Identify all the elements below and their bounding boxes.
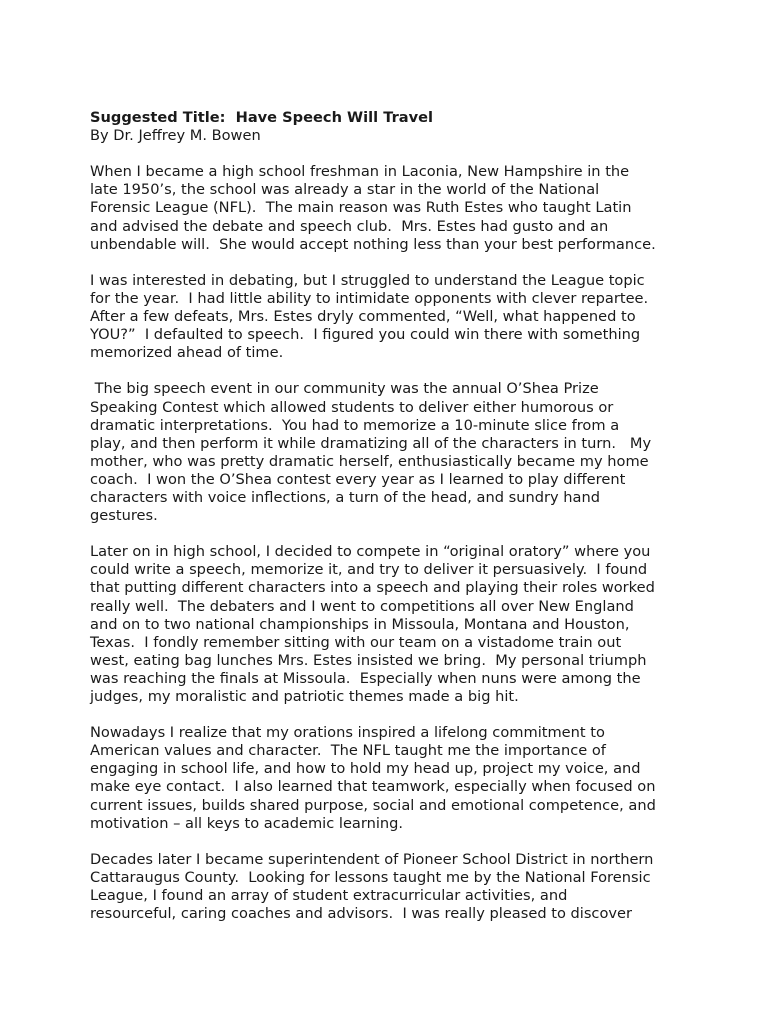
paragraph-line: Forensic League (NFL). The main reason was Ruth Estes who taught Latin	[90, 199, 632, 217]
document-byline: By Dr. Jeffrey M. Bowen	[90, 127, 261, 145]
paragraph-line: League, I found an array of student extracurricular activities, and	[90, 887, 568, 905]
paragraph-line: The big speech event in our community was the annual O’Shea Prize	[90, 380, 599, 398]
paragraph-line: Decades later I became superintendent of Pioneer School District in northern	[90, 850, 654, 868]
paragraph-line: really well. The debaters and I went to competitions all over New England	[90, 597, 634, 615]
paragraph-line: coach. I won the O’Shea contest every year as I learned to play different	[90, 470, 626, 488]
paragraph-line: dramatic interpretations. You had to memorize a 10-minute slice from a	[90, 416, 620, 434]
paragraph-line: play, and then perform it while dramatizing all of the characters in turn. My	[90, 434, 652, 452]
paragraph-line: Speaking Contest which allowed students to deliver either humorous or	[90, 398, 614, 416]
paragraph-line: was reaching the finals at Missoula. Especially when nuns were among the	[90, 669, 641, 687]
paragraph-2	[90, 272, 690, 362]
paragraph-line: mother, who was pretty dramatic herself, enthusiastically became my home	[90, 452, 649, 470]
paragraph-line: west, eating bag lunches Mrs. Estes insisted we bring. My personal triumph	[90, 651, 647, 669]
paragraph-line: YOU?” I defaulted to speech. I figured you could win there with something	[90, 326, 641, 344]
paragraph-line: Cattaraugus County. Looking for lessons taught me by the National Forensic	[90, 868, 651, 886]
paragraph-line: make eye contact. I also learned that teamwork, especially when focused on	[90, 778, 656, 796]
paragraph-line: American values and character. The NFL taught me the importance of	[90, 742, 606, 760]
paragraph-line: I was interested in debating, but I struggled to understand the League topic	[90, 271, 645, 289]
paragraph-line: that putting different characters into a speech and playing their roles worked	[90, 579, 655, 597]
paragraph-line: for the year. I had little ability to intimidate opponents with clever repartee.	[90, 289, 649, 307]
paragraph-line: judges, my moralistic and patriotic themes made a big hit.	[90, 688, 519, 705]
paragraph-line: memorized ahead of time.	[90, 344, 284, 362]
paragraph-4	[90, 543, 690, 706]
paragraph-line: and advised the debate and speech club. Mrs. Estes had gusto and an	[90, 217, 609, 235]
document-title: Suggested Title: Have Speech Will Travel	[90, 109, 434, 126]
paragraph-line: characters with voice inflections, a turn of the head, and sundry hand	[90, 488, 600, 506]
paragraph-1	[90, 163, 690, 253]
paragraph-line: Nowadays I realize that my orations inspired a lifelong commitment to	[90, 724, 605, 742]
paragraph-line: current issues, builds shared purpose, social and emotional competence, and	[90, 796, 656, 814]
paragraph-5	[90, 724, 690, 833]
document-page	[90, 109, 690, 923]
paragraph-line: resourceful, caring coaches and advisors. I was really pleased to discover	[90, 905, 632, 923]
paragraph-line: gestures.	[90, 507, 158, 525]
paragraph-3	[90, 380, 690, 525]
paragraph-6	[90, 851, 690, 923]
paragraph-line: could write a speech, memorize it, and try to deliver it persuasively. I found	[90, 561, 648, 579]
paragraph-line: After a few defeats, Mrs. Estes dryly commented, “Well, what happened to	[90, 308, 636, 326]
paragraph-line: and on to two national championships in Missoula, Montana and Houston,	[90, 615, 630, 633]
paragraph-line: unbendable will. She would accept nothing less than your best performance.	[90, 235, 656, 253]
paragraph-line: late 1950’s, the school was already a star in the world of the National	[90, 181, 600, 199]
paragraph-line: motivation – all keys to academic learning.	[90, 814, 404, 832]
paragraph-line: engaging in school life, and how to hold my head up, project my voice, and	[90, 760, 641, 778]
paragraph-line: Texas. I fondly remember sitting with our team on a vistadome train out	[90, 633, 622, 651]
paragraph-line: Later on in high school, I decided to compete in “original oratory” where you	[90, 543, 651, 561]
paragraph-line: When I became a high school freshman in Laconia, New Hampshire in the	[90, 163, 630, 181]
